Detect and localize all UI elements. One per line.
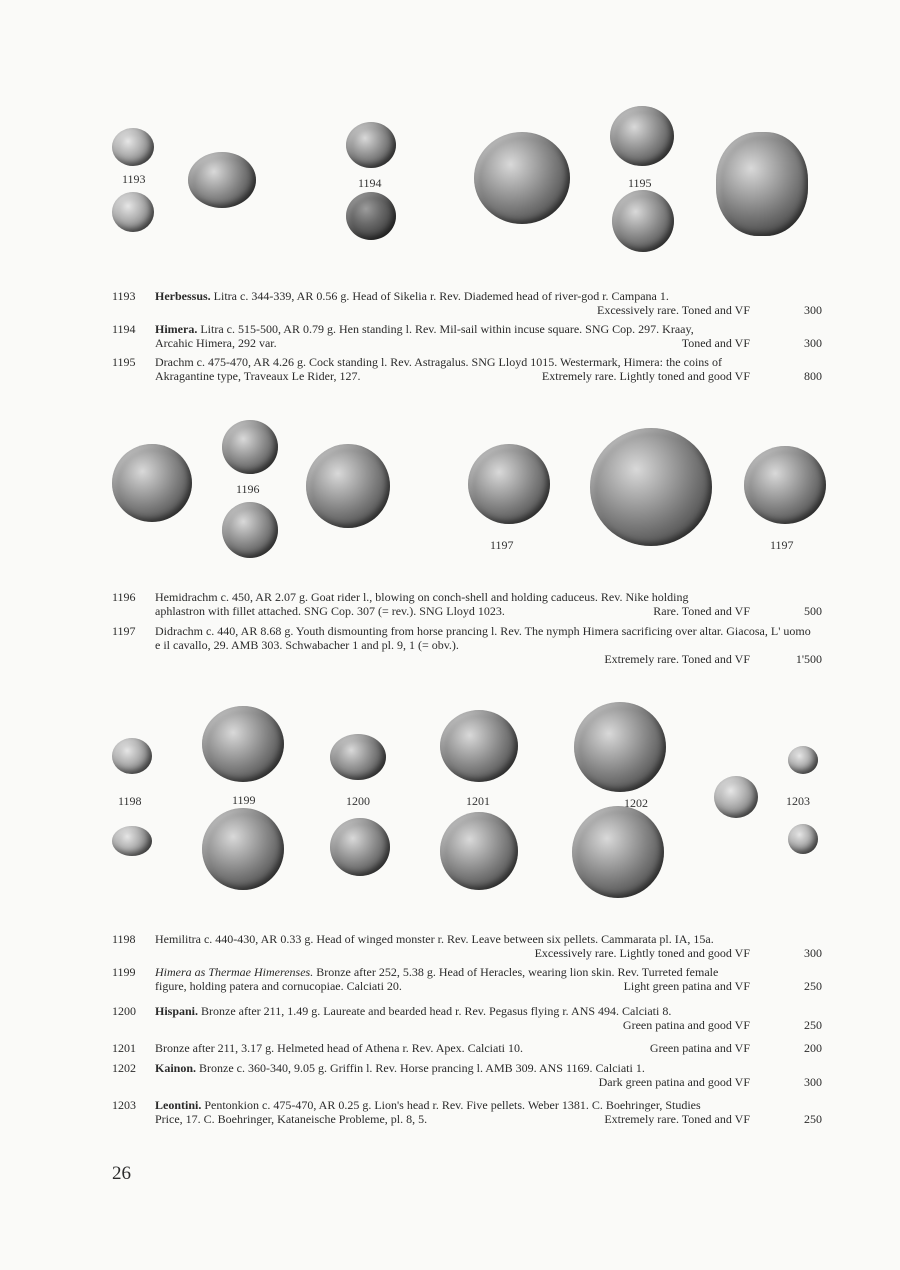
entry-grade: Dark green patina and good VF <box>598 1075 750 1089</box>
lot-number: 1199 <box>112 965 136 979</box>
lot-number: 1193 <box>112 289 136 303</box>
coin-1203-reverse <box>788 824 818 854</box>
lot-number: 1203 <box>112 1098 136 1112</box>
coin-1196-obverse <box>222 420 278 474</box>
entry-price: 500 <box>804 604 822 618</box>
entry-grade: Rare. Toned and VF <box>653 604 750 618</box>
entry-price: 250 <box>804 1018 822 1032</box>
coin-label: 1202 <box>624 796 648 810</box>
coin-1199-obverse <box>202 706 284 782</box>
entry-price: 200 <box>804 1041 822 1055</box>
coin-label: 1194 <box>358 176 382 190</box>
entry-description: Hemidrachm c. 450, AR 2.07 g. Goat rider l., blowing on conch-shell and holding caduceus. Rev. Nike holding <box>155 590 689 604</box>
coin-1193-enlarged <box>188 152 256 208</box>
coin-1197-reverse <box>744 446 826 524</box>
entry-price: 300 <box>804 336 822 350</box>
coin-1194-obverse <box>346 122 396 168</box>
lot-number: 1201 <box>112 1041 136 1055</box>
entry-grade: Green patina and good VF <box>622 1018 750 1032</box>
entry-price: 250 <box>804 979 822 993</box>
coin-1201-reverse <box>440 812 518 890</box>
entry-mint: Herbessus. <box>155 289 211 303</box>
entry-mint: Leontini. <box>155 1098 202 1112</box>
entry-price: 300 <box>804 303 822 317</box>
entry-description-tail: Akragantine type, Traveaux Le Rider, 127. <box>155 369 361 383</box>
lot-number: 1202 <box>112 1061 136 1075</box>
entry-description: Bronze after 211, 3.17 g. Helmeted head of Athena r. Rev. Apex. Calciati 10. <box>155 1041 524 1055</box>
entry-description: Hemilitra c. 440-430, AR 0.33 g. Head of winged monster r. Rev. Leave between six pellets. Cammarata pl. IA, 15a. <box>155 932 714 946</box>
coin-label: 1195 <box>628 176 652 190</box>
coin-1197-obverse <box>468 444 550 524</box>
entry-mint: Himera as Thermae Himerenses. <box>155 965 314 979</box>
entry-price: 250 <box>804 1112 822 1126</box>
coin-1195-reverse <box>612 190 674 252</box>
coin-1203-obverse-small <box>788 746 818 774</box>
coin-1201-obverse <box>440 710 518 782</box>
coin-1200-obverse <box>330 734 386 780</box>
coin-1194-reverse <box>346 192 396 240</box>
coin-1202-obverse <box>574 702 666 792</box>
coin-label: 1197 <box>490 538 514 552</box>
entry-description: Didrachm c. 440, AR 8.68 g. Youth dismounting from horse prancing l. Rev. The nymph Himera sacrificing over altar. Giacosa, L' uomo e il cavallo, 29. AMB 303. Schwabacher 1 and pl. 9, 1 (= obv.). <box>155 624 811 652</box>
entry-grade: Extremely rare. Toned and VF <box>604 652 750 666</box>
entry-price: 300 <box>804 946 822 960</box>
coin-label: 1200 <box>346 794 370 808</box>
coin-1196-enlarged-reverse <box>306 444 390 528</box>
page-number: 26 <box>112 1163 131 1184</box>
entry-grade: Toned and VF <box>681 336 750 350</box>
entry-grade: Green patina and VF <box>649 1041 750 1055</box>
entry-mint: Himera. <box>155 322 198 336</box>
coin-1195-enlarged-reverse <box>716 132 808 236</box>
coin-1195-obverse <box>610 106 674 166</box>
coin-1199-reverse <box>202 808 284 890</box>
coin-label: 1198 <box>118 794 142 808</box>
lot-number: 1195 <box>112 355 136 369</box>
coin-label: 1197 <box>770 538 794 552</box>
entry-mint: Kainon. <box>155 1061 197 1075</box>
entry-price: 1'500 <box>795 652 822 666</box>
entry-description: Pentonkion c. 475-470, AR 0.25 g. Lion's head r. Rev. Five pellets. Weber 1381. C. Boehringer, Studies <box>201 1098 701 1112</box>
coin-label: 1203 <box>786 794 810 808</box>
coin-1202-reverse <box>572 806 664 898</box>
entry-description-tail: Price, 17. C. Boehringer, Kataneische Probleme, pl. 8, 5. <box>155 1112 428 1126</box>
entry-grade: Excessively rare. Lightly toned and good VF <box>534 946 750 960</box>
lot-number: 1198 <box>112 932 136 946</box>
lot-number: 1197 <box>112 624 136 638</box>
entry-description: Drachm c. 475-470, AR 4.26 g. Cock standing l. Rev. Astragalus. SNG Lloyd 1015. Westermark, Himera: the coins of <box>155 355 722 369</box>
entry-grade: Excessively rare. Toned and VF <box>596 303 750 317</box>
entry-mint: Hispani. <box>155 1004 199 1018</box>
coin-label: 1201 <box>466 794 490 808</box>
entry-description: Litra c. 515-500, AR 0.79 g. Hen standing l. Rev. Mil-sail within incuse square. SNG Cop. 297. Kraay, <box>197 322 694 336</box>
coin-1193-reverse <box>112 192 154 232</box>
lot-number: 1196 <box>112 590 136 604</box>
coin-1198-obverse <box>112 738 152 774</box>
coin-label: 1199 <box>232 793 256 807</box>
coin-1195-enlarged-obverse <box>474 132 570 224</box>
coin-1196-reverse <box>222 502 278 558</box>
coin-1198-reverse <box>112 826 152 856</box>
coin-1203-obverse <box>714 776 758 818</box>
lot-number: 1200 <box>112 1004 136 1018</box>
entry-description: Bronze after 252, 5.38 g. Head of Heracles, wearing lion skin. Rev. Turreted female <box>313 965 719 979</box>
coin-1197-enlarged-reverse <box>590 428 712 546</box>
entry-description: Bronze after 211, 1.49 g. Laureate and bearded head r. Rev. Pegasus flying r. ANS 494. Calciati 8. <box>198 1004 672 1018</box>
entry-price: 800 <box>804 369 822 383</box>
lot-number: 1194 <box>112 322 136 336</box>
coin-1193-obverse <box>112 128 154 166</box>
entry-price: 300 <box>804 1075 822 1089</box>
entry-grade: Light green patina and VF <box>623 979 750 993</box>
coin-label: 1196 <box>236 482 260 496</box>
coin-label: 1193 <box>122 172 146 186</box>
entry-description-tail: aphlastron with fillet attached. SNG Cop. 307 (= rev.). SNG Lloyd 1023. <box>155 604 505 618</box>
entry-description: Litra c. 344-339, AR 0.56 g. Head of Sikelia r. Rev. Diademed head of river-god r. Campana 1. <box>210 289 669 303</box>
entry-grade: Extremely rare. Lightly toned and good VF <box>541 369 750 383</box>
entry-description-tail: Arcahic Himera, 292 var. <box>155 336 277 350</box>
coin-1196-enlarged-obverse <box>112 444 192 522</box>
entry-grade: Extremely rare. Toned and VF <box>604 1112 750 1126</box>
coin-1200-reverse <box>330 818 390 876</box>
entry-description-tail: figure, holding patera and cornucopiae. Calciati 20. <box>155 979 402 993</box>
entry-description: Bronze c. 360-340, 9.05 g. Griffin l. Rev. Horse prancing l. AMB 309. ANS 1169. Calciati 1. <box>196 1061 645 1075</box>
